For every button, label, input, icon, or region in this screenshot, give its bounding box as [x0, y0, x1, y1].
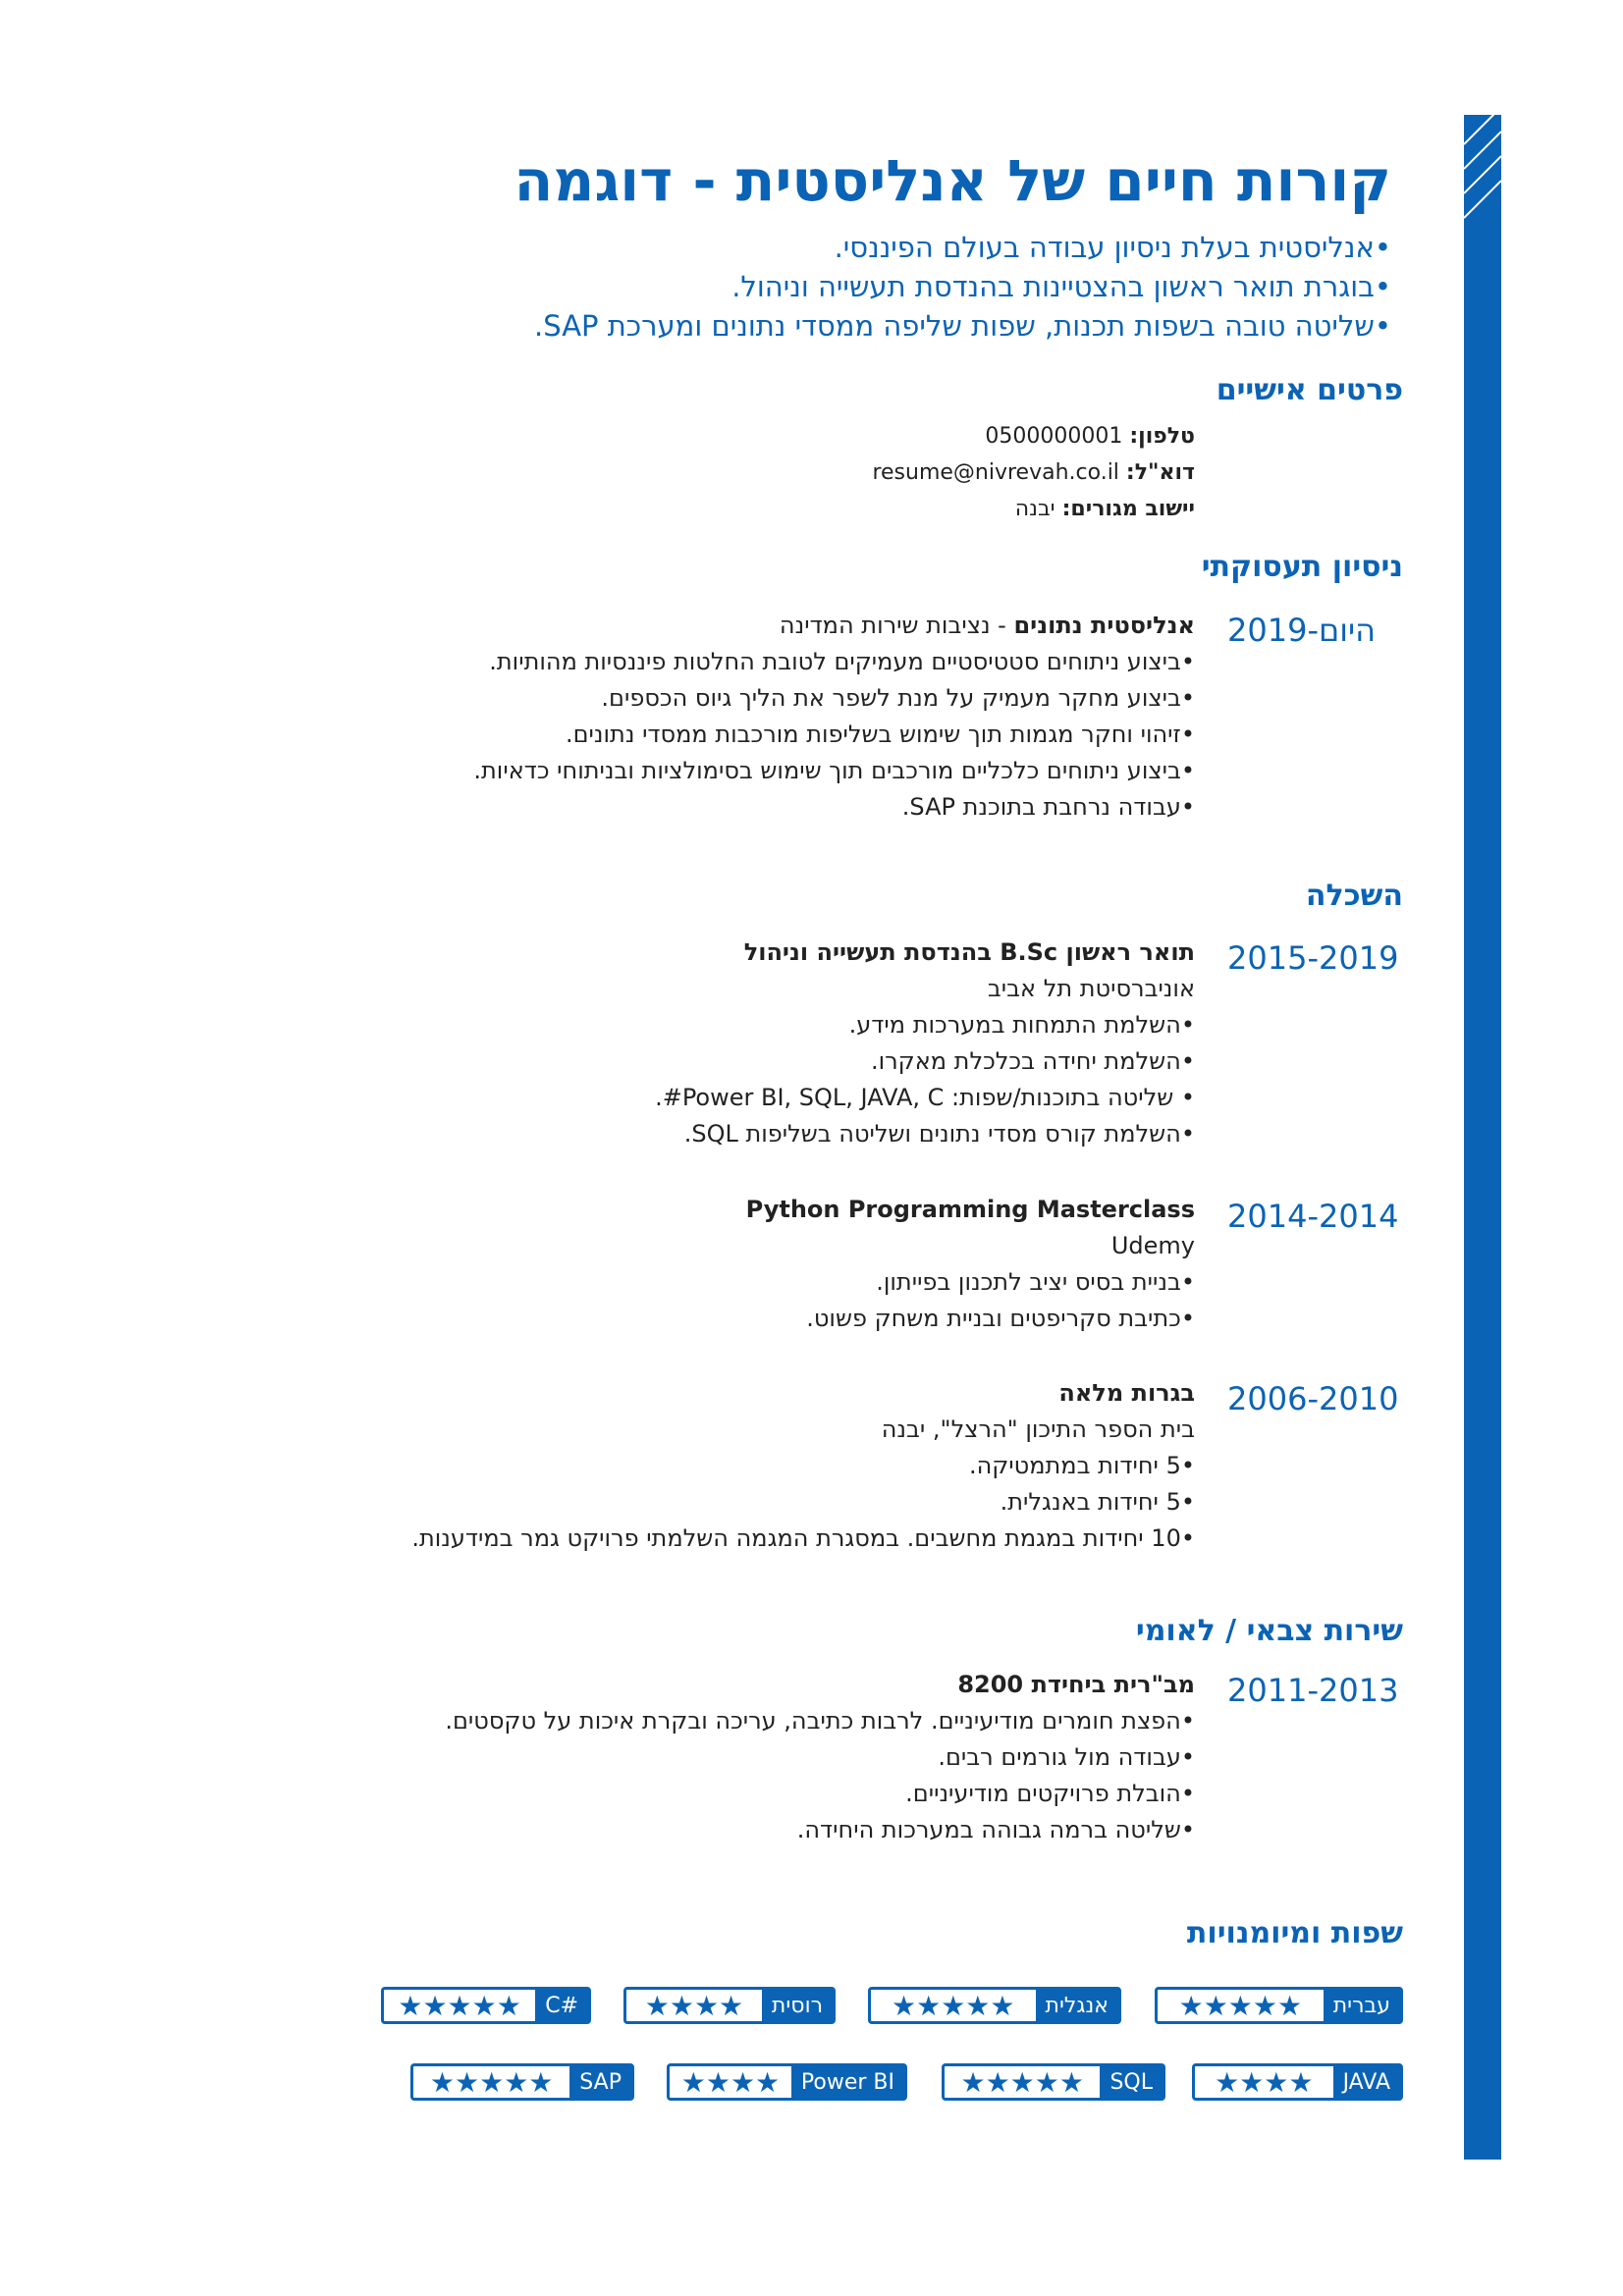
star-rating-icon: ★★★★ [1215, 2065, 1314, 2099]
list-item: •זיהוי וחקר מגמות תוך שימוש בשליפות מורכבות ממסדי נתונים. [565, 721, 1195, 748]
list-item: אוניברסיטת תל אביב [987, 975, 1195, 1002]
contact-details [872, 418, 1195, 527]
email-value[interactable]: resume@nivrevah.co.il [872, 460, 1119, 485]
skill-label: SQL [1100, 2066, 1163, 2098]
star-rating-icon: ★★★★★ [398, 1989, 521, 2022]
list-item: •השלמת יחידה בכלכלת מאקרו. [870, 1047, 1195, 1075]
education-title: תואר ראשון B.Sc בהנדסת תעשייה וניהול [743, 938, 1195, 966]
service-date: 2011-2013 [1227, 1672, 1399, 1709]
list-item: •5 יחידות במתמטיקה. [968, 1452, 1195, 1479]
skill-label: SAP [569, 2066, 631, 2098]
education-title: Python Programming Masterclass [745, 1196, 1195, 1223]
section-heading-service: שירות צבאי / לאומי [1135, 1614, 1403, 1648]
education-entry [411, 1375, 1195, 1557]
skill-badge [667, 2063, 907, 2101]
phone-value: 0500000001 [985, 424, 1123, 449]
intro-summary [409, 228, 1391, 346]
decorative-sidebar-bar [1464, 115, 1501, 2160]
list-item: •השלמת קורס מסדי נתונים ושליטה בשליפות SQL. [683, 1120, 1195, 1148]
experience-entry [473, 608, 1195, 826]
intro-line: •שליטה טובה בשפות תכנות, שפות שליפה ממסדי נתונים ומערכת SAP. [534, 309, 1391, 343]
skill-badge [1155, 1987, 1403, 2024]
list-item: בית הספר התיכון "הרצל", יבנה [881, 1415, 1195, 1443]
skill-label: עברית [1324, 1990, 1400, 2021]
experience-date: 2019-היום [1227, 612, 1376, 649]
section-heading-skills: שפות ומיומנויות [1186, 1916, 1403, 1950]
intro-line: •אנליסטית בעלת ניסיון עבודה בעולם הפיננסי. [834, 231, 1391, 264]
email-row [872, 454, 1195, 491]
star-rating-icon: ★★★★★ [1178, 1989, 1303, 2022]
section-heading-education: השכלה [1305, 879, 1403, 913]
list-item: •בניית בסיס יציב לתכנון בפייתון. [876, 1268, 1195, 1296]
star-rating-icon: ★★★★ [644, 1989, 744, 2022]
skill-label: אנגלית [1036, 1990, 1118, 2021]
star-rating-icon: ★★★★★ [892, 1989, 1015, 2022]
list-item: •ביצוע ניתוחים סטטיסטיים מעמיקים לטובת החלטות פיננסיות מהותיות. [489, 648, 1195, 675]
city-label: יישוב מגורים: [1061, 497, 1195, 521]
experience-org: - נציבות שירות המדינה [779, 612, 1014, 639]
list-item: •הובלת פרויקטים מודיעיניים. [905, 1780, 1195, 1807]
skill-label: רוסית [762, 1990, 833, 2021]
city-row [872, 491, 1195, 527]
intro-line: •בוגרת תואר ראשון בהצטיינות בהנדסת תעשייה וניהול. [731, 270, 1391, 303]
phone-label: טלפון: [1129, 424, 1195, 449]
city-value: יבנה [1014, 497, 1055, 521]
list-item: •הפצת חומרים מודיעיניים. לרבות כתיבה, עריכה ובקרת איכות על טקסטים. [445, 1707, 1195, 1735]
experience-title [473, 608, 1195, 644]
list-item: •השלמת התמחות במערכות מידע. [848, 1011, 1195, 1039]
list-item: •עבודה נרחבת בתוכנת SAP. [901, 793, 1195, 821]
skill-badge [868, 1987, 1121, 2024]
education-date: 2006-2010 [1227, 1380, 1399, 1417]
list-item: •עבודה מול גורמים רבים. [938, 1743, 1195, 1771]
star-rating-icon: ★★★★★ [429, 2065, 554, 2099]
sidebar-stripes [1464, 115, 1501, 242]
star-rating-icon: ★★★★★ [960, 2065, 1084, 2099]
skill-label: JAVA [1333, 2066, 1400, 2098]
skill-badge [942, 2063, 1165, 2101]
list-item: •5 יחידות באנגלית. [1000, 1488, 1195, 1516]
skill-badge [623, 1987, 836, 2024]
list-item: Udemy [1110, 1232, 1195, 1259]
star-rating-icon: ★★★★ [680, 2065, 781, 2099]
skill-label: C# [535, 1990, 588, 2021]
list-item: •ביצוע מחקר מעמיק על מנת לשפר את הליך גיוס הכספים. [601, 684, 1195, 712]
service-title: מב"רית ביחידת 8200 [957, 1671, 1195, 1698]
skill-label: Power BI [791, 2066, 904, 2098]
education-title: בגרות מלאה [1058, 1379, 1195, 1407]
list-item: • שליטה בתוכנות/שפות: Power BI, SQL, JAVA, C#. [655, 1084, 1195, 1111]
email-label: דוא"ל: [1125, 460, 1195, 485]
list-item: •כתיבת סקריפטים ובניית משחק פשוט. [806, 1305, 1195, 1332]
education-entry [655, 934, 1195, 1152]
list-item: •10 יחידות במגמת מחשבים. במסגרת המגמה השלמתי פרויקט גמר במידענות. [411, 1524, 1195, 1552]
education-entry [746, 1192, 1195, 1337]
section-heading-personal: פרטים אישיים [1216, 373, 1403, 407]
skill-badge [410, 2063, 634, 2101]
service-entry [445, 1667, 1195, 1848]
education-date: 2015-2019 [1227, 939, 1399, 977]
section-heading-experience: ניסיון תעסוקתי [1201, 550, 1403, 584]
list-item: •שליטה ברמה גבוהה במערכות היחידה. [796, 1816, 1195, 1843]
skill-badge [1192, 2063, 1403, 2101]
experience-role: אנליסטית נתונים [1013, 612, 1195, 639]
page-title: קורות חיים של אנליסטית - דוגמה [514, 147, 1391, 214]
list-item: •ביצוע ניתוחים כלכליים מורכבים תוך שימוש בסימולציות ובניתוחי כדאיות. [473, 757, 1195, 784]
skill-badge [381, 1987, 591, 2024]
phone-row [872, 418, 1195, 454]
education-date: 2014-2014 [1227, 1198, 1399, 1235]
